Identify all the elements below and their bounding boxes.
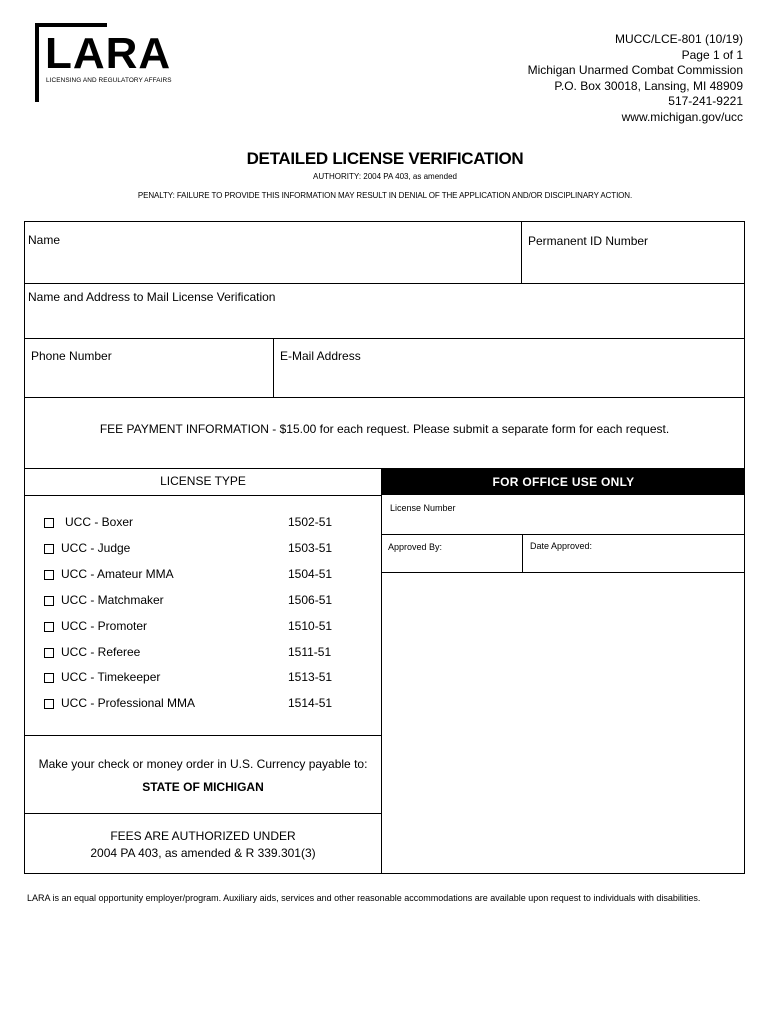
form-id: MUCC/LCE-801 (10/19): [614, 32, 743, 46]
license-option-timekeeper[interactable]: UCC - Timekeeper 1513-51: [44, 670, 364, 690]
license-option-referee[interactable]: UCC - Referee 1511-51: [44, 645, 364, 665]
page-title: DETAILED LICENSE VERIFICATION: [246, 149, 524, 168]
email-field[interactable]: E-Mail Address: [280, 349, 361, 363]
authority-text: AUTHORITY: 2004 PA 403, as amended: [313, 172, 457, 181]
agency-website: www.michigan.gov/ucc: [621, 109, 743, 124]
checkbox[interactable]: [44, 570, 54, 580]
agency-header: [528, 32, 743, 126]
license-option-matchmaker[interactable]: UCC - Matchmaker 1506-51: [44, 593, 364, 613]
license-option-promoter[interactable]: UCC - Promoter 1510-51: [44, 619, 364, 639]
divider: [24, 735, 382, 736]
agency-phone: 517-241-9221: [668, 94, 743, 109]
checkbox[interactable]: [44, 648, 54, 658]
page-number: Page 1 of 1: [681, 47, 743, 62]
fees-authorized-line1: FEES ARE AUTHORIZED UNDER: [110, 829, 296, 843]
divider: [522, 534, 523, 573]
license-type-header: LICENSE TYPE: [160, 474, 246, 488]
fee-payment-info: FEE PAYMENT INFORMATION - $15.00 for each request. Please submit a separate form for each request.: [99, 422, 670, 436]
license-option-boxer[interactable]: UCC - Boxer 1502-51: [44, 515, 364, 535]
payment-instruction: Make your check or money order in U.S. Currency payable to:: [38, 757, 368, 771]
agency-name: Michigan Unarmed Combat Commission: [527, 63, 743, 78]
office-use-header: FOR OFFICE USE ONLY: [382, 469, 745, 495]
divider: [24, 283, 745, 284]
payee-name: STATE OF MICHIGAN: [142, 780, 264, 794]
divider: [24, 338, 745, 339]
mail-address-field[interactable]: Name and Address to Mail License Verification: [28, 290, 276, 304]
lara-logo: LARA: [45, 29, 172, 78]
license-number-field[interactable]: License Number: [390, 503, 456, 513]
divider: [273, 338, 274, 397]
divider: [382, 572, 745, 573]
approved-by-field[interactable]: Approved By:: [388, 542, 443, 552]
name-field[interactable]: Name: [28, 233, 61, 247]
checkbox[interactable]: [44, 622, 54, 632]
agency-address: P.O. Box 30018, Lansing, MI 48909: [554, 78, 743, 93]
fees-authorized-line2: 2004 PA 403, as amended & R 339.301(3): [90, 846, 316, 860]
divider: [521, 221, 522, 283]
penalty-text: PENALTY: FAILURE TO PROVIDE THIS INFORMATION MAY RESULT IN DENIAL OF THE APPLICATION AND/OR DISCIPLINARY ACTION.: [137, 191, 633, 200]
checkbox[interactable]: [44, 544, 54, 554]
checkbox[interactable]: [44, 699, 54, 709]
footer-disclaimer: LARA is an equal opportunity employer/program. Auxiliary aids, services and other reasonable accommodations are available upon request to individuals with disabilities.: [27, 893, 701, 903]
divider: [24, 495, 382, 496]
license-option-judge[interactable]: UCC - Judge 1503-51: [44, 541, 364, 561]
checkbox[interactable]: [44, 673, 54, 683]
phone-field[interactable]: Phone Number: [31, 349, 112, 363]
date-approved-field[interactable]: Date Approved:: [530, 541, 593, 551]
checkbox[interactable]: [44, 596, 54, 606]
license-option-professional-mma[interactable]: UCC - Professional MMA 1514-51: [44, 696, 364, 716]
divider: [24, 397, 745, 398]
checkbox[interactable]: [44, 518, 54, 528]
logo-subtitle: LICENSING AND REGULATORY AFFAIRS: [46, 77, 172, 84]
divider: [24, 813, 382, 814]
divider: [382, 534, 745, 535]
permanent-id-field[interactable]: Permanent ID Number: [528, 234, 649, 248]
license-option-amateur-mma[interactable]: UCC - Amateur MMA 1504-51: [44, 567, 364, 587]
